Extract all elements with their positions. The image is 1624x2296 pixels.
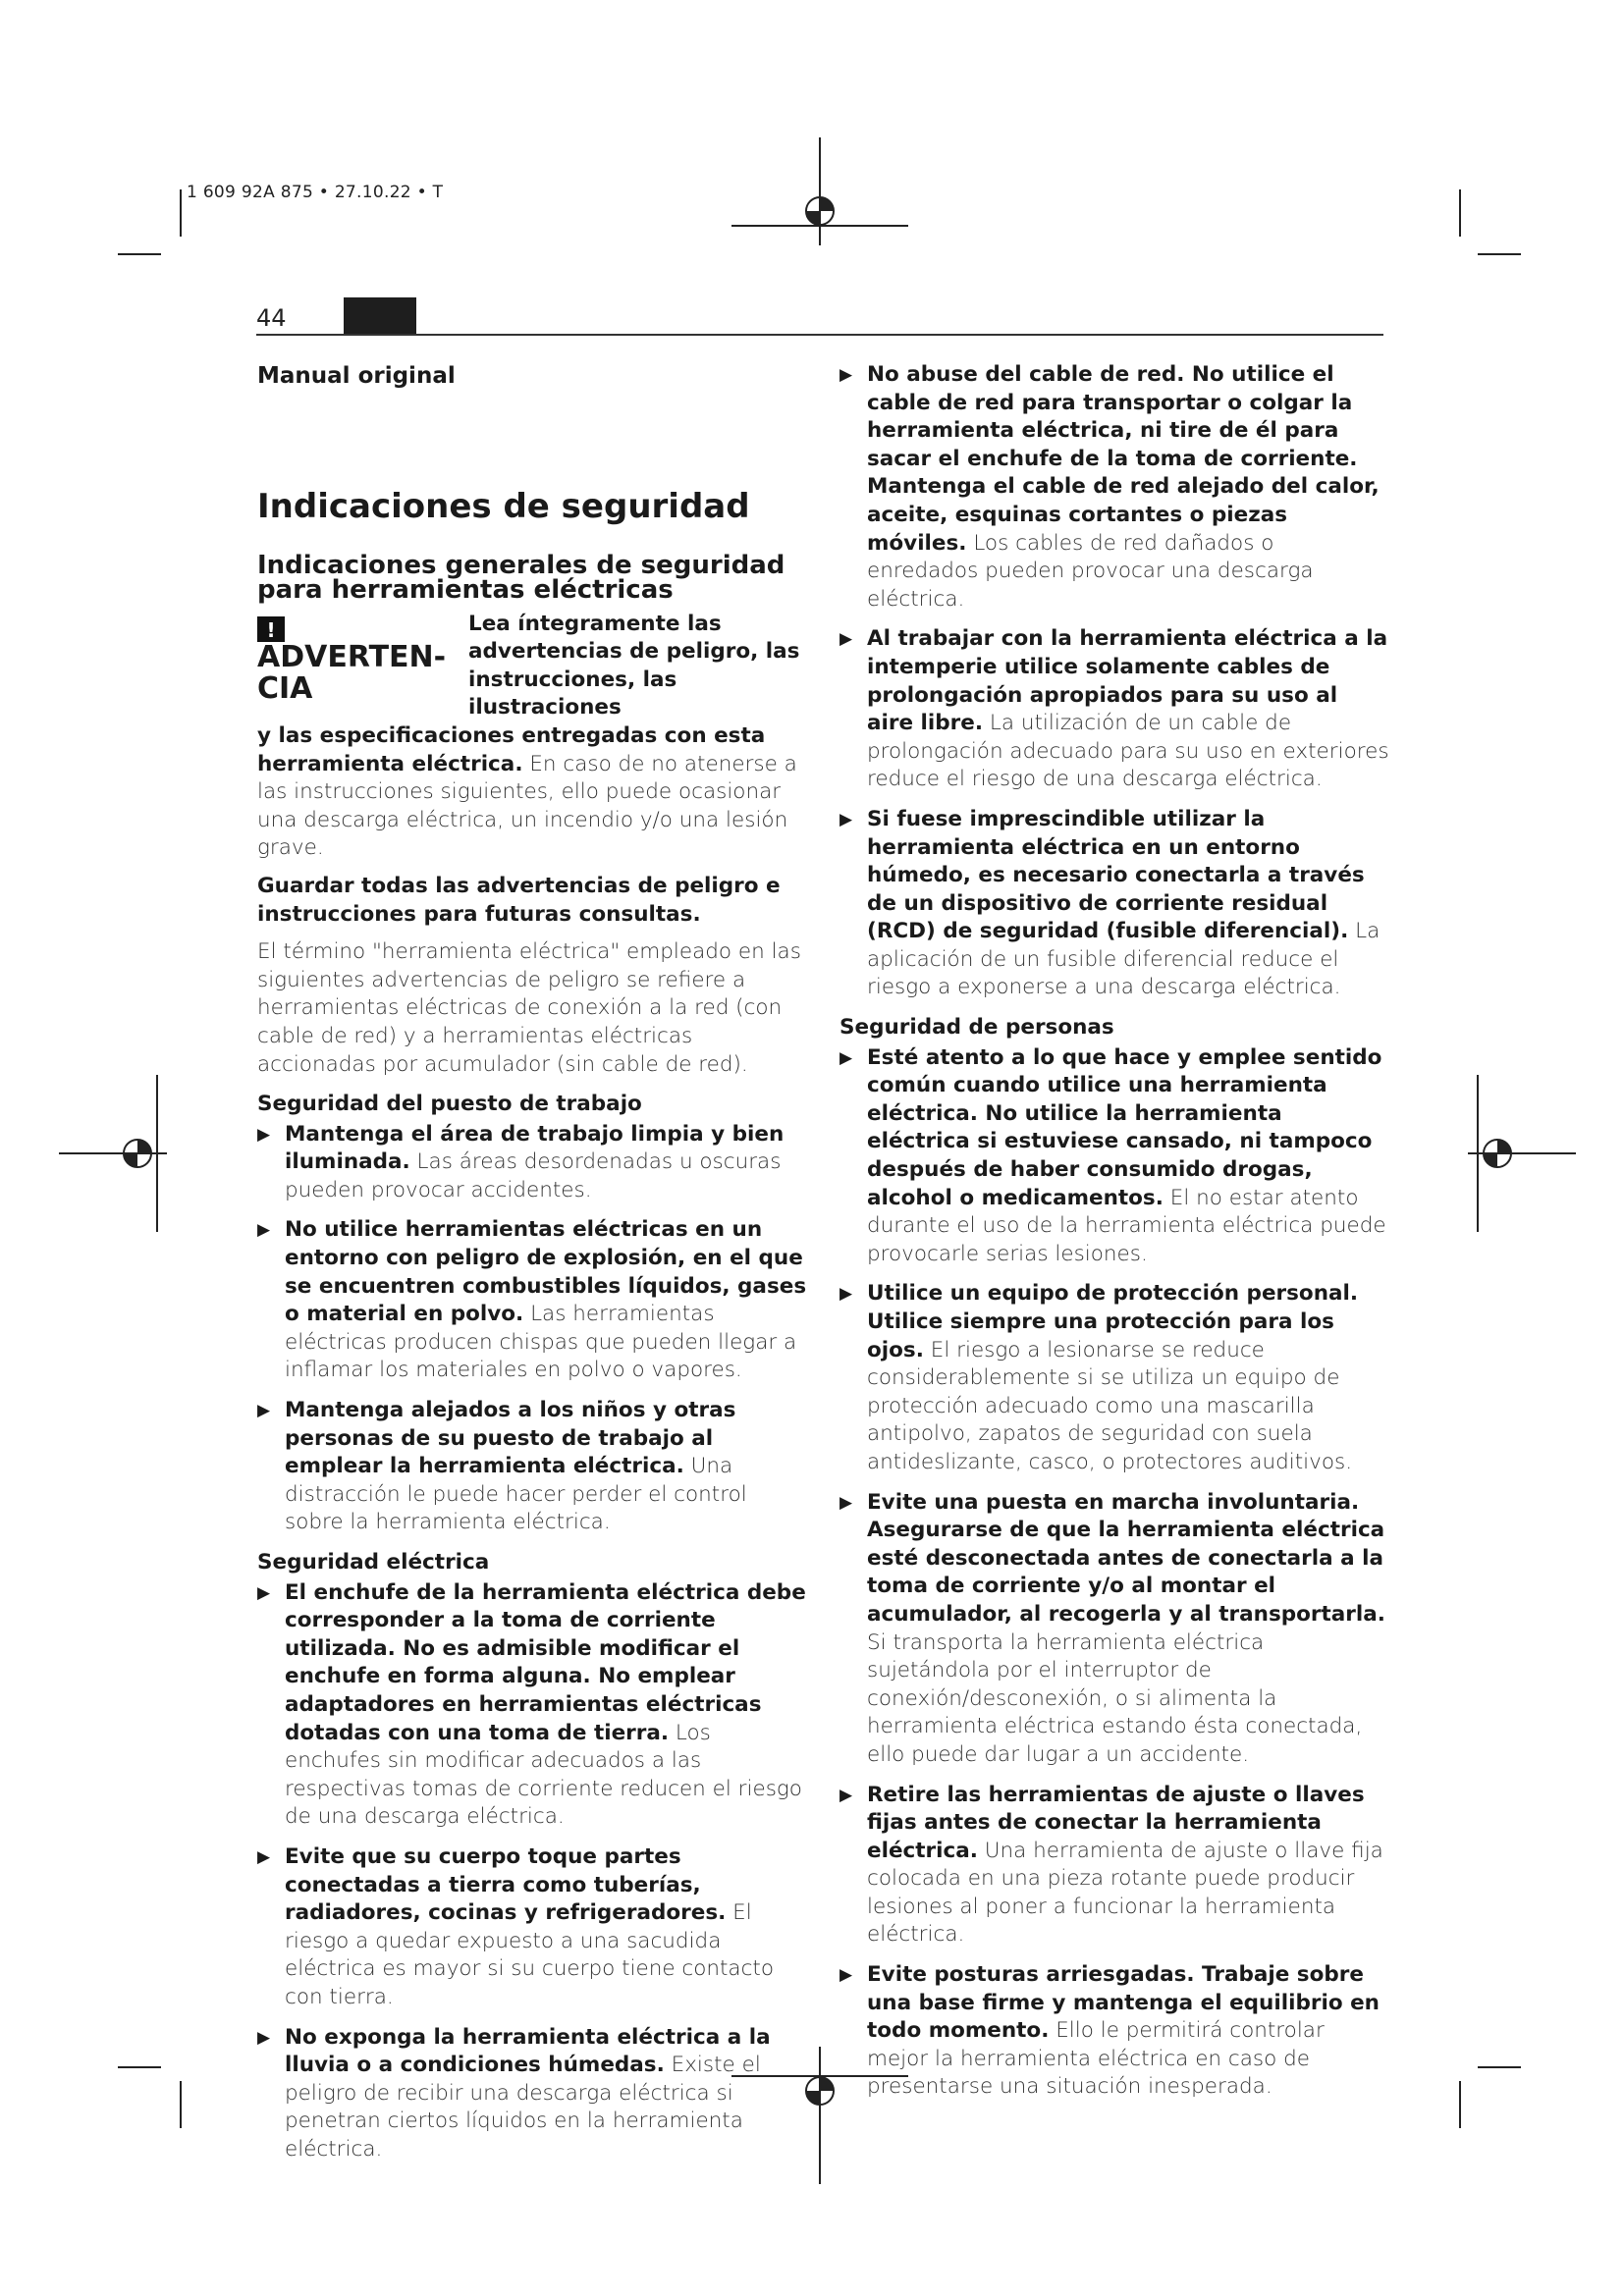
warning-block (257, 611, 809, 863)
list-item: ▶ No utilice herramientas eléctricas en un entorno con peligro de explosión, en el que se encuentren combustibles líquidos, gases o material en polvo. Las herramientas eléctricas producen chispas que pueden llegar a inflamar los materiales en polvo o vapores. (257, 1217, 807, 1383)
bullet-arrow-icon: ▶ (839, 1965, 853, 1986)
bullet-arrow-icon: ▶ (257, 1401, 271, 1421)
list-item: ▶ Retire las herramientas de ajuste o llaves fijas antes de conectar la herramienta eléctrica. Una herramienta de ajuste o llave fija colocada en una pieza rotante puede producir lesiones al poner a funcionar la herramienta eléctrica. (839, 1782, 1383, 1948)
left-column (257, 359, 809, 2175)
electrical-list-continued (839, 361, 1389, 1002)
list-item: ▶ Mantenga el área de trabajo limpia y bien iluminada. Las áreas desordenadas u oscuras pueden provocar accidentes. (257, 1121, 785, 1202)
bullet-arrow-icon: ▶ (839, 1492, 853, 1513)
page-tab-marker (344, 297, 416, 334)
registration-mark-icon (59, 1075, 167, 1232)
page-title: Indicaciones de seguridad (257, 486, 750, 526)
page-number: 44 (256, 304, 287, 332)
list-item: ▶ No exponga la herramienta eléctrica a la lluvia o a condiciones húmedas. Existe el peligro de recibir una descarga eléctrica si penetran ciertos líquidos en la herramienta eléctrica. (257, 2024, 771, 2162)
electrical-list (257, 1579, 809, 2164)
list-item: ▶ Si fuese imprescindible utilizar la herramienta eléctrica en un entorno húmedo, es necesario conectarla a través de un dispositivo de corriente residual (RCD) de seguridad (fusible diferencial). La aplicación de un fusible diferencial reduce el riesgo a exponerse a una descarga eléctrica. (839, 806, 1380, 1000)
section-heading-personal: Seguridad de personas (839, 1015, 1114, 1041)
list-item: ▶ Evite posturas arriesgadas. Trabaje sobre una base firme y mantenga el equilibrio en todo momento. Ello le permitirá controlar mejor la herramienta eléctrica en caso de presentarse una situación inesperada. (839, 1962, 1380, 2100)
right-column (839, 359, 1389, 2113)
keep-instructions: Guardar todas las advertencias de peligro e instrucciones para futuras consultas. (257, 873, 781, 927)
header-rule (256, 334, 1383, 336)
bullet-arrow-icon: ▶ (257, 2027, 271, 2048)
section-heading-electrical: Seguridad eléctrica (257, 1550, 490, 1575)
list-item: ▶ Mantenga alejados a los niños y otras personas de su puesto de trabajo al emplear la herramienta eléctrica. Una distracción le puede hacer perder el control sobre la herramienta eléctrica. (257, 1398, 747, 1535)
print-code: 1 609 92A 875 • 27.10.22 • T (187, 183, 444, 202)
warning-continuation-bold: y las especificaciones entregadas con esta herramienta eléctrica. (257, 722, 766, 776)
bullet-arrow-icon: ▶ (257, 1220, 271, 1241)
list-item: ▶ Evite que su cuerpo toque partes conectadas a tierra como tuberías, radiadores, cocinas y refrigeradores. El riesgo a quedar expuesto a una sacudida eléctrica es mayor si su cuerpo tiene contacto con tierra. (257, 1843, 775, 2009)
bullet-arrow-icon: ▶ (257, 1846, 271, 1867)
personal-safety-list (839, 1044, 1389, 2102)
warning-triangle-icon: ! (257, 616, 285, 642)
bullet-arrow-icon: ▶ (839, 1785, 853, 1805)
warning-side-text: Lea íntegramente las advertencias de peligro, las instrucciones, las ilustraciones (468, 611, 800, 721)
registration-mark-icon (1468, 1075, 1576, 1232)
bullet-arrow-icon: ▶ (839, 629, 853, 650)
workplace-list (257, 1121, 809, 1537)
section-heading-workplace: Seguridad del puesto de trabajo (257, 1092, 642, 1117)
warning-continuation-text: En caso de no atenerse a las instrucciones siguientes, ello puede ocasionar una descarga eléctrica, un incendio y/o una lesión grave. (257, 751, 797, 861)
list-item: ▶ No abuse del cable de red. No utilice el cable de red para transportar o colgar la herramienta eléctrica, ni tire de él para sacar el enchufe de la toma de corriente. Mantenga el cable de red alejado del calor, aceite, esquinas cortantes o piezas móviles. Los cables de red dañados o enredados pueden provocar una descarga eléctrica. (839, 362, 1380, 612)
list-item: ▶ Evite una puesta en marcha involuntaria. Asegurarse de que la herramienta eléctrica esté desconectada antes de conectarla a la toma de corriente y/o al montar el acumulador, al recogerla y al transportarla. Si transporta la herramienta eléctrica sujetándola por el interruptor de conexión/desconexión, o si alimenta la herramienta eléctrica estando ésta conectada, ello puede dar lugar a un accidente. (839, 1489, 1385, 1767)
bullet-arrow-icon: ▶ (839, 809, 853, 829)
bullet-arrow-icon: ▶ (257, 1124, 271, 1145)
list-item: ▶ El enchufe de la herramienta eléctrica debe corresponder a la toma de corriente utilizada. No es admisible modificar el enchufe en forma alguna. No emplear adaptadores en herramientas eléctricas dotadas con una toma de tierra. Los enchufes sin modificar adecuados a las respectivas tomas de corriente reducen el riesgo de una descarga eléctrica. (257, 1579, 806, 1830)
list-item: ▶ Al trabajar con la herramienta eléctrica a la intemperie utilice solamente cables de prolongación apropiados para su uso al aire libre. La utilización de un cable de prolongación adecuado para su uso en exteriores reduce el riesgo de una descarga eléctrica. (839, 626, 1389, 792)
definition-text: El término "herramienta eléctrica" empleado en las siguientes advertencias de peligro se refiere a herramientas eléctricas de conexión a la red (con cable de red) y a herramientas eléctricas accionadas por acumulador (sin cable de red). (257, 939, 801, 1077)
bullet-arrow-icon: ▶ (839, 1047, 853, 1068)
list-item: ▶ Utilice un equipo de protección personal. Utilice siempre una protección para los ojos. El riesgo a lesionarse se reduce considerablemente si se utiliza un equipo de protección adecuado como una mascarilla antipolvo, zapatos de seguridad con suela antideslizante, casco, o protectores auditivos. (839, 1281, 1359, 1474)
section-subtitle: Indicaciones generales de seguridad para herramientas eléctricas (257, 550, 785, 605)
bullet-arrow-icon: ▶ (257, 1582, 271, 1603)
manual-label: Manual original (257, 363, 456, 389)
registration-mark-icon (731, 137, 908, 245)
warning-label: !ADVERTEN-CIA (257, 617, 447, 706)
list-item: ▶ Esté atento a lo que hace y emplee sentido común cuando utilice una herramienta eléctrica. No utilice la herramienta eléctrica si estuviese cansado, ni tampoco después de haber consumido drogas, alcohol o medicamentos. El no estar atento durante el uso de la herramienta eléctrica puede provocarle serias lesiones. (839, 1044, 1386, 1266)
bullet-arrow-icon: ▶ (839, 365, 853, 385)
bullet-arrow-icon: ▶ (839, 1284, 853, 1305)
